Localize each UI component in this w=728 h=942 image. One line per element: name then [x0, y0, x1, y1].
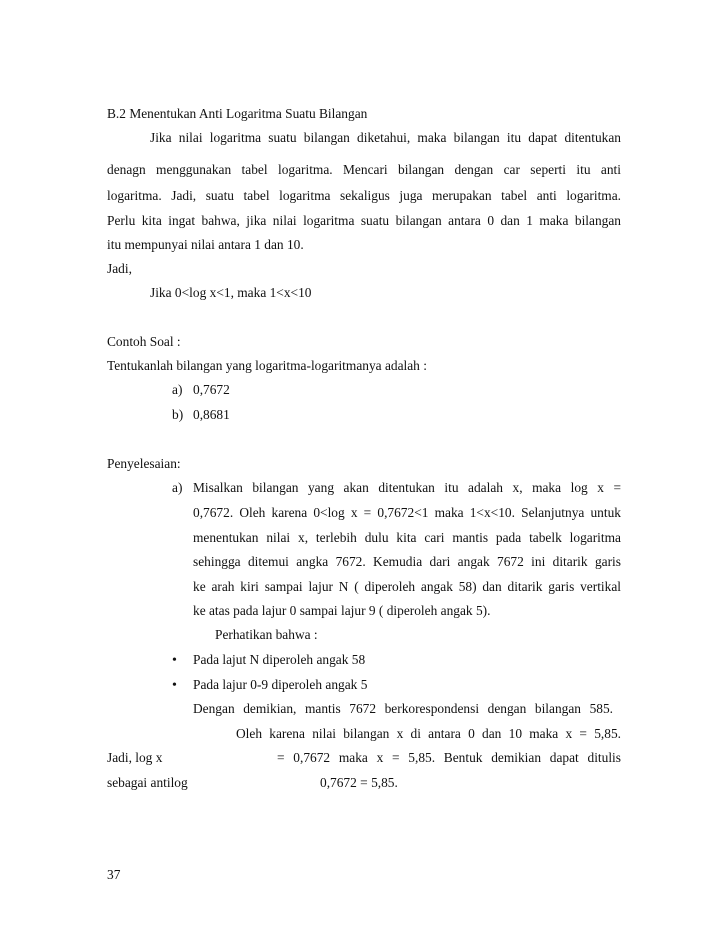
bullet-item-2 [172, 677, 621, 694]
karena-line: Oleh karena nilai bilangan x di antara 0 dan 10 maka x = 5,85. [236, 726, 621, 741]
intro-line-4: Perlu kita ingat bahwa, jika nilai logaritma suatu bilangan antara 0 dan 1 maka bilangan [107, 213, 621, 228]
intro-line-5: itu mempunyai nilai antara 1 dan 10. [107, 237, 304, 252]
item-value: 0,7672 [193, 382, 230, 397]
jadi-label: Jadi, [107, 261, 132, 276]
solution-line-4: sehingga ditemui angka 7672. Kemudia dari angak 7672 ini ditarik garis [193, 554, 621, 569]
rule-statement: Jika 0<log x<1, maka 1<x<10 [150, 285, 312, 300]
example-question: Tentukanlah bilangan yang logaritma-logaritmanya adalah : [107, 358, 427, 373]
item-label: a) [172, 382, 183, 397]
intro-line-3: logaritma. Jadi, suatu tabel logaritma sekaligus juga merupakan tabel anti logaritma. [107, 188, 621, 203]
jadi-log-label: Jadi, log x [107, 750, 163, 765]
jadi-log-rest: = 0,7672 maka x = 5,85. Bentuk demikian dapat ditulis [277, 750, 621, 765]
page-number: 37 [107, 867, 121, 882]
item-value: 0,8681 [193, 407, 230, 422]
bullet-icon: • [172, 678, 177, 693]
example-item-a [172, 382, 621, 398]
bullet-text: Pada lajur 0-9 diperoleh angak 5 [193, 677, 368, 692]
example-item-b [172, 407, 621, 423]
solution-line-1 [172, 480, 621, 496]
solution-line-6: ke atas pada lajur 0 sampai lajur 9 ( diperoleh angak 5). [193, 603, 491, 618]
antilog-label: sebagai antilog [107, 775, 188, 790]
note-text: Perhatikan bahwa : [215, 627, 318, 642]
demikian-line: Dengan demikian, mantis 7672 berkorespondensi dengan bilangan 585. [193, 701, 613, 716]
solution-line-3: menentukan nilai x, terlebih dulu kita cari mantis pada tabelk logaritma [193, 530, 621, 545]
item-label: a) [172, 480, 183, 495]
bullet-icon: • [172, 653, 177, 668]
solution-title: Penyelesaian: [107, 456, 181, 471]
antilog-rest: 0,7672 = 5,85. [320, 775, 398, 790]
item-label: b) [172, 407, 184, 422]
section-heading: B.2 Menentukan Anti Logaritma Suatu Bilangan [107, 106, 368, 121]
intro-line-2: denagn menggunakan tabel logaritma. Mencari bilangan dengan car seperti itu anti [107, 162, 621, 177]
solution-line-2: 0,7672. Oleh karena 0<log x = 0,7672<1 maka 1<x<10. Selanjutnya untuk [193, 505, 621, 520]
solution-line-5: ke arah kiri sampai lajur N ( diperoleh angak 58) dan ditarik garis vertikal [193, 579, 621, 594]
solution-text: Misalkan bilangan yang akan ditentukan itu adalah x, maka log x = [193, 480, 621, 495]
example-title: Contoh Soal : [107, 334, 181, 349]
bullet-text: Pada lajut N diperoleh angak 58 [193, 652, 366, 667]
bullet-item-1 [172, 652, 621, 669]
intro-line-1: Jika nilai logaritma suatu bilangan diketahui, maka bilangan itu dapat ditentukan [150, 130, 621, 145]
